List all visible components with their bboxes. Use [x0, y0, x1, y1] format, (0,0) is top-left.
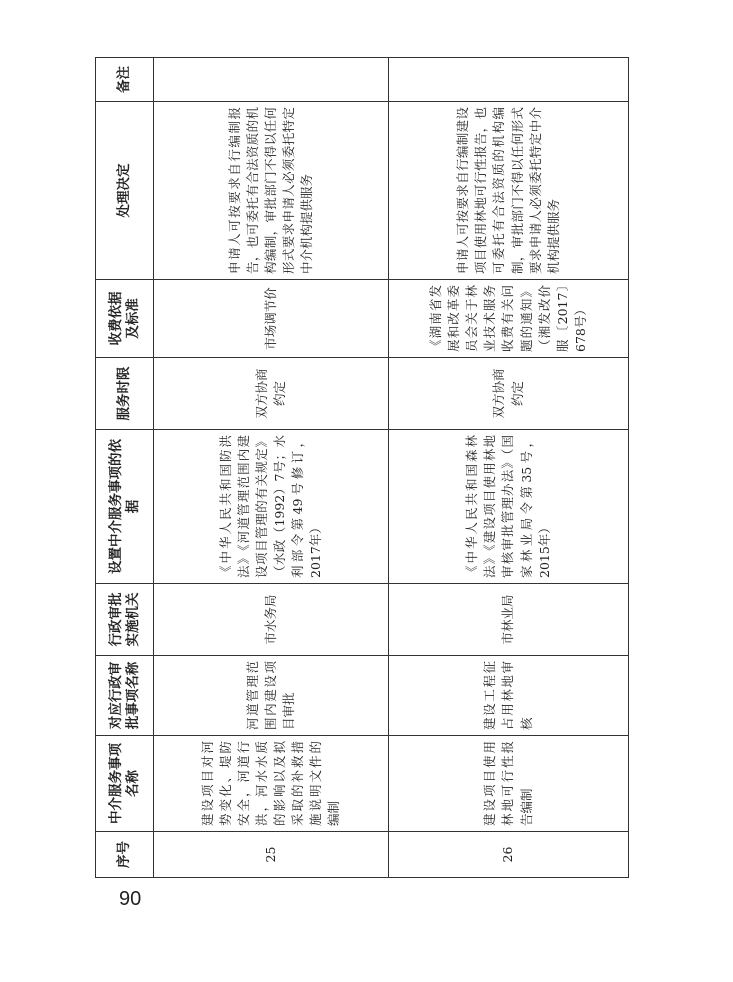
header-agency: 行政审批实施机关	[96, 584, 154, 656]
cell-fee-basis: 《湖南省发展和改革委员会关于林业技术服务收费有关问题的通知》（湘发改价服〔2017〕678号）	[389, 280, 629, 358]
cell-remark	[389, 58, 629, 102]
cell-fee-basis: 市场调节价	[154, 280, 389, 358]
table-row	[389, 58, 629, 878]
header-approval-item: 对应行政审批事项名称	[96, 656, 154, 736]
cell-service-name: 建设项目对河势变化、堤防安全，河道行洪，河水水质的影响以及拟采取的补救措施说明文件的编制	[154, 736, 389, 832]
cell-seq: 25	[154, 832, 389, 878]
cell-service-name: 建设项目使用林地可行性报告编制	[389, 736, 629, 832]
header-remark: 备注	[96, 58, 154, 102]
cell-basis: 《中华人民共和国防洪法》《河道管理范围内建设项目管理的有关规定》（水政（1992）7号；水利部令第49号修订，2017年）	[154, 430, 389, 584]
header-fee-basis: 收费依据及标准	[96, 280, 154, 358]
page-number: 90	[119, 888, 142, 910]
cell-basis: 《中华人民共和国森林法》《建设项目使用林地审核审批管理办法》（国家林业局令第35号，2015年）	[389, 430, 629, 584]
header-basis: 设置中介服务事项的依据	[96, 430, 154, 584]
intermediary-service-table	[95, 57, 629, 878]
cell-decision: 申请人可按要求自行编制建设项目使用林地可行性报告，也可委托有合法资质的机构编制，审批部门不得以任何形式要求申请人必须委托特定中介机构提供服务	[389, 102, 629, 280]
table-header-row	[96, 58, 154, 878]
cell-seq: 26	[389, 832, 629, 878]
rotated-table-container	[95, 66, 628, 878]
table-row	[154, 58, 389, 878]
cell-decision: 申请人可按要求自行编制报告，也可委托有合法资质的机构编制，审批部门不得以任何形式要求申请人必须委托特定中介机构提供服务	[154, 102, 389, 280]
header-service-name: 中介服务事项名称	[96, 736, 154, 832]
header-seq: 序号	[96, 832, 154, 878]
cell-approval-item: 河道管理范围内建设项目审批	[154, 656, 389, 736]
cell-time-limit: 双方协商约定	[154, 358, 389, 430]
cell-remark	[154, 58, 389, 102]
header-decision: 处理决定	[96, 102, 154, 280]
cell-agency: 市林业局	[389, 584, 629, 656]
cell-time-limit: 双方协商约定	[389, 358, 629, 430]
header-time-limit: 服务时限	[96, 358, 154, 430]
cell-approval-item: 建设工程征占用林地审核	[389, 656, 629, 736]
cell-agency: 市水务局	[154, 584, 389, 656]
